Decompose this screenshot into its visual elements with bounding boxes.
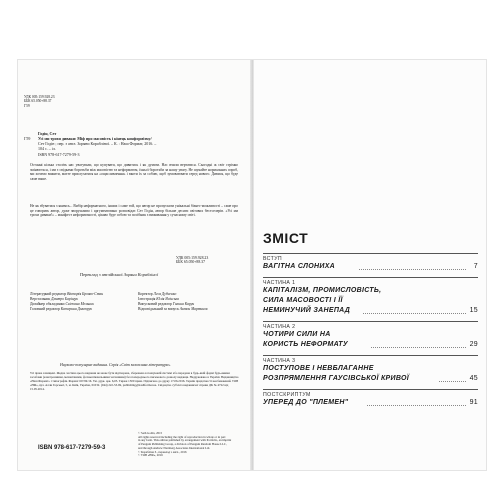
credit-role: Випусковий редактор xyxy=(138,302,172,306)
leader-dots xyxy=(363,313,466,314)
credit-person: Галина Карун xyxy=(172,302,195,306)
copyright-line: © ТОВ «НФ», 2016 xyxy=(138,453,163,458)
entry-title: ПОСТУПОВЕ І НЕВБЛАГАННЕ xyxy=(263,365,374,372)
page-number: 15 xyxy=(469,307,478,314)
credit-row xyxy=(30,307,240,312)
contents-page xyxy=(254,60,486,470)
entry-title: РОЗПРЯМЛЕННЯ ГАУСІВСЬКОЇ КРИВОЇ xyxy=(263,375,410,382)
imprint-page xyxy=(18,60,252,470)
copyright-line: © Seth Godin, 2015 xyxy=(138,431,163,435)
credit-role: Літературний редактор xyxy=(30,292,67,296)
copyright-line: © Корабліна З., переклад з англ., 2016 xyxy=(138,449,187,454)
page-number: 7 xyxy=(473,263,478,270)
legal-small-print: Усі права захищені. Жодна частина цього видання не може бути відтворена, збережена в пошуковій системі або передана в будь-якій формі будь-якими засобами (електронними, механічними, фотокопіювальними чи іншими) без попереднього письмового дозволу видавця. Надруковано в Україні. Видавництво «Наш Формат» і типографія. Формат 60×84/16. Ум. друк. арк. 6,05. Тираж 1500 прим. Підписано до друку 17.06.2016. Термін придатності необмежений. ТОВ «НФ», вул. Алли Горської, 5, м. Київ, Україна, 01032. (044) 222-53-69, publishing@nashformat.ua. Свідоцтво суб'єкта видавничої справи ДК № 4722 від 15.05.2014. xyxy=(30,371,239,391)
section-divider xyxy=(263,277,478,278)
page-count: 104 с. – іл. xyxy=(38,146,56,151)
credit-person: Сніжана Мельник xyxy=(65,302,94,306)
entry-title: КАПІТАЛІЗМ, ПРОМИСЛОВІСТЬ, xyxy=(263,287,382,294)
section-divider xyxy=(263,389,478,390)
copyright-line: in any form. This edition published by arrangement with Portfolio, an imprint xyxy=(138,438,232,443)
table-of-contents xyxy=(254,60,486,470)
credit-role: Відповідальний за випуск xyxy=(138,307,179,311)
credit-person: Катерина Дмитрук xyxy=(60,307,92,311)
section-label: ЧАСТИНА 1 xyxy=(263,280,296,286)
udk-line: УДК 005:159.928.23 xyxy=(176,256,209,260)
annotation-paragraph-1: Останні кілька століть нас увагували, що купувати, що дивитись і як думати. Нас вчили вертатися. Сьогодні ж світ стрімко змінюється, і ми є свідками боротьби між масовістю та неформатом, їхньої боротьби за нашу увагу. Не шукайте нормальних спроб, ми хочемо вижити, маєте прислухатися на «ощасливлення» і вкоти їх за собою, щоб зумовлювати серед нового. Дивися, що буде саме ваше. xyxy=(30,163,238,181)
imprint-content xyxy=(18,60,252,470)
bbk-line: ББК 65.050+88.37 xyxy=(176,260,205,265)
isbn-large: ISBN 978-617-7279-59-3 xyxy=(38,445,106,451)
book-title-details: Сет Годін ; пер. з англ. Зоряни Корабліної. – К. : Наш Формат, 2016. – xyxy=(38,141,157,146)
entry-title: СИЛА МАСОВОСТІ І ЇЇ xyxy=(263,297,343,304)
toc-entry-part-3[interactable] xyxy=(263,364,478,384)
copyright-block xyxy=(138,432,242,458)
section-divider xyxy=(263,321,478,322)
book-title: Усі ми трохи диваки: Міф про масовість і кінець конформізму/ xyxy=(38,136,152,141)
catalog-code: Г59 xyxy=(24,136,31,141)
leader-dots xyxy=(371,347,466,348)
translation-prefix: Переклад з англійської xyxy=(80,272,123,277)
code-line: Г59 xyxy=(24,103,30,108)
credit-person: Дмитро Баріщук xyxy=(51,297,78,301)
copyright-line: All rights reserved including the right of reproduction in whole or in part xyxy=(138,434,226,439)
bbk-line: ББК 65.050+88.37 xyxy=(24,99,52,104)
author-name: Годін, Сет xyxy=(38,131,57,136)
translator-name: Зоряни Корабліної xyxy=(123,272,158,277)
entry-title: УПЕРЕД ДО "ПЛЕМЕН" xyxy=(263,399,349,406)
leader-dots xyxy=(359,269,466,270)
toc-entry-intro[interactable] xyxy=(263,262,478,272)
entry-title: ЧОТИРИ СИЛИ НА xyxy=(263,331,331,338)
credit-role: Коректор xyxy=(138,292,153,296)
copyright-line: and through Andrew Nurnberg Associates International Ltd. xyxy=(138,445,211,450)
entry-title: ВАГІТНА СЛОНИХА xyxy=(263,263,336,270)
credit-role: Головний редактор xyxy=(30,307,60,311)
section-label: ПОСТСКРИПТУМ xyxy=(263,392,311,398)
credit-person: Вікторія Бровко-Стан xyxy=(67,292,104,296)
page-number: 45 xyxy=(469,375,478,382)
series-line: Науково-популярне видання. Серія «Світ захоплива література» xyxy=(60,362,171,367)
section-label: ЧАСТИНА 2 xyxy=(263,324,296,330)
isbn-small: ISBN 978-617-7279-59-3 xyxy=(38,152,80,157)
credit-role: Ілюстрація xyxy=(138,297,156,301)
udk-top xyxy=(24,95,55,108)
leader-dots xyxy=(439,381,466,382)
annotation-paragraph-2: Не як збуватися з якимсь... Вибір неформатного, інших і саме той, що автор не пропускати унікальні бізнес-можливості – саме про це говорить автор, дуже зворушливо і аргументовано розповідає Сет Годін, автор більше десяти світових бестселерів. «Усі ми трохи диваки!» – маніфест неформатності, цікаво буде собою та посібник з виживання у сучасному світі. xyxy=(30,204,238,218)
udk-right xyxy=(176,256,208,265)
udk-line: УДК 005:159.928.23 xyxy=(24,95,55,99)
section-divider xyxy=(263,253,478,254)
page-number: 29 xyxy=(469,341,478,348)
credit-person: Леся Дубченко xyxy=(153,292,177,296)
page-number: 91 xyxy=(469,399,478,406)
contents-title: ЗМІСТ xyxy=(263,230,309,246)
toc-entry-postscript[interactable] xyxy=(263,398,478,408)
credit-person: Антон Мартинов xyxy=(179,307,208,311)
credit-role: Дизайнер обкладинки xyxy=(30,302,65,306)
copyright-line: of Penguin Publishing Group, a division of Penguin Random House LLC, xyxy=(138,442,227,447)
leader-dots xyxy=(367,405,466,406)
toc-entry-part-2[interactable] xyxy=(263,330,478,350)
credit-person: Юлія Ясінська xyxy=(156,297,179,301)
credits-table xyxy=(30,292,240,312)
section-label: ЧАСТИНА 3 xyxy=(263,358,296,364)
entry-title: НЕМИНУЧИЙ ЗАНЕПАД xyxy=(263,307,351,314)
section-divider xyxy=(263,355,478,356)
credit-role: Верстальник xyxy=(30,297,51,301)
section-label: ВСТУП xyxy=(263,256,283,262)
toc-entry-part-1[interactable] xyxy=(263,286,478,316)
entry-title: КОРИСТЬ НЕФОРМАТУ xyxy=(263,341,348,348)
translation-credit xyxy=(80,273,158,277)
